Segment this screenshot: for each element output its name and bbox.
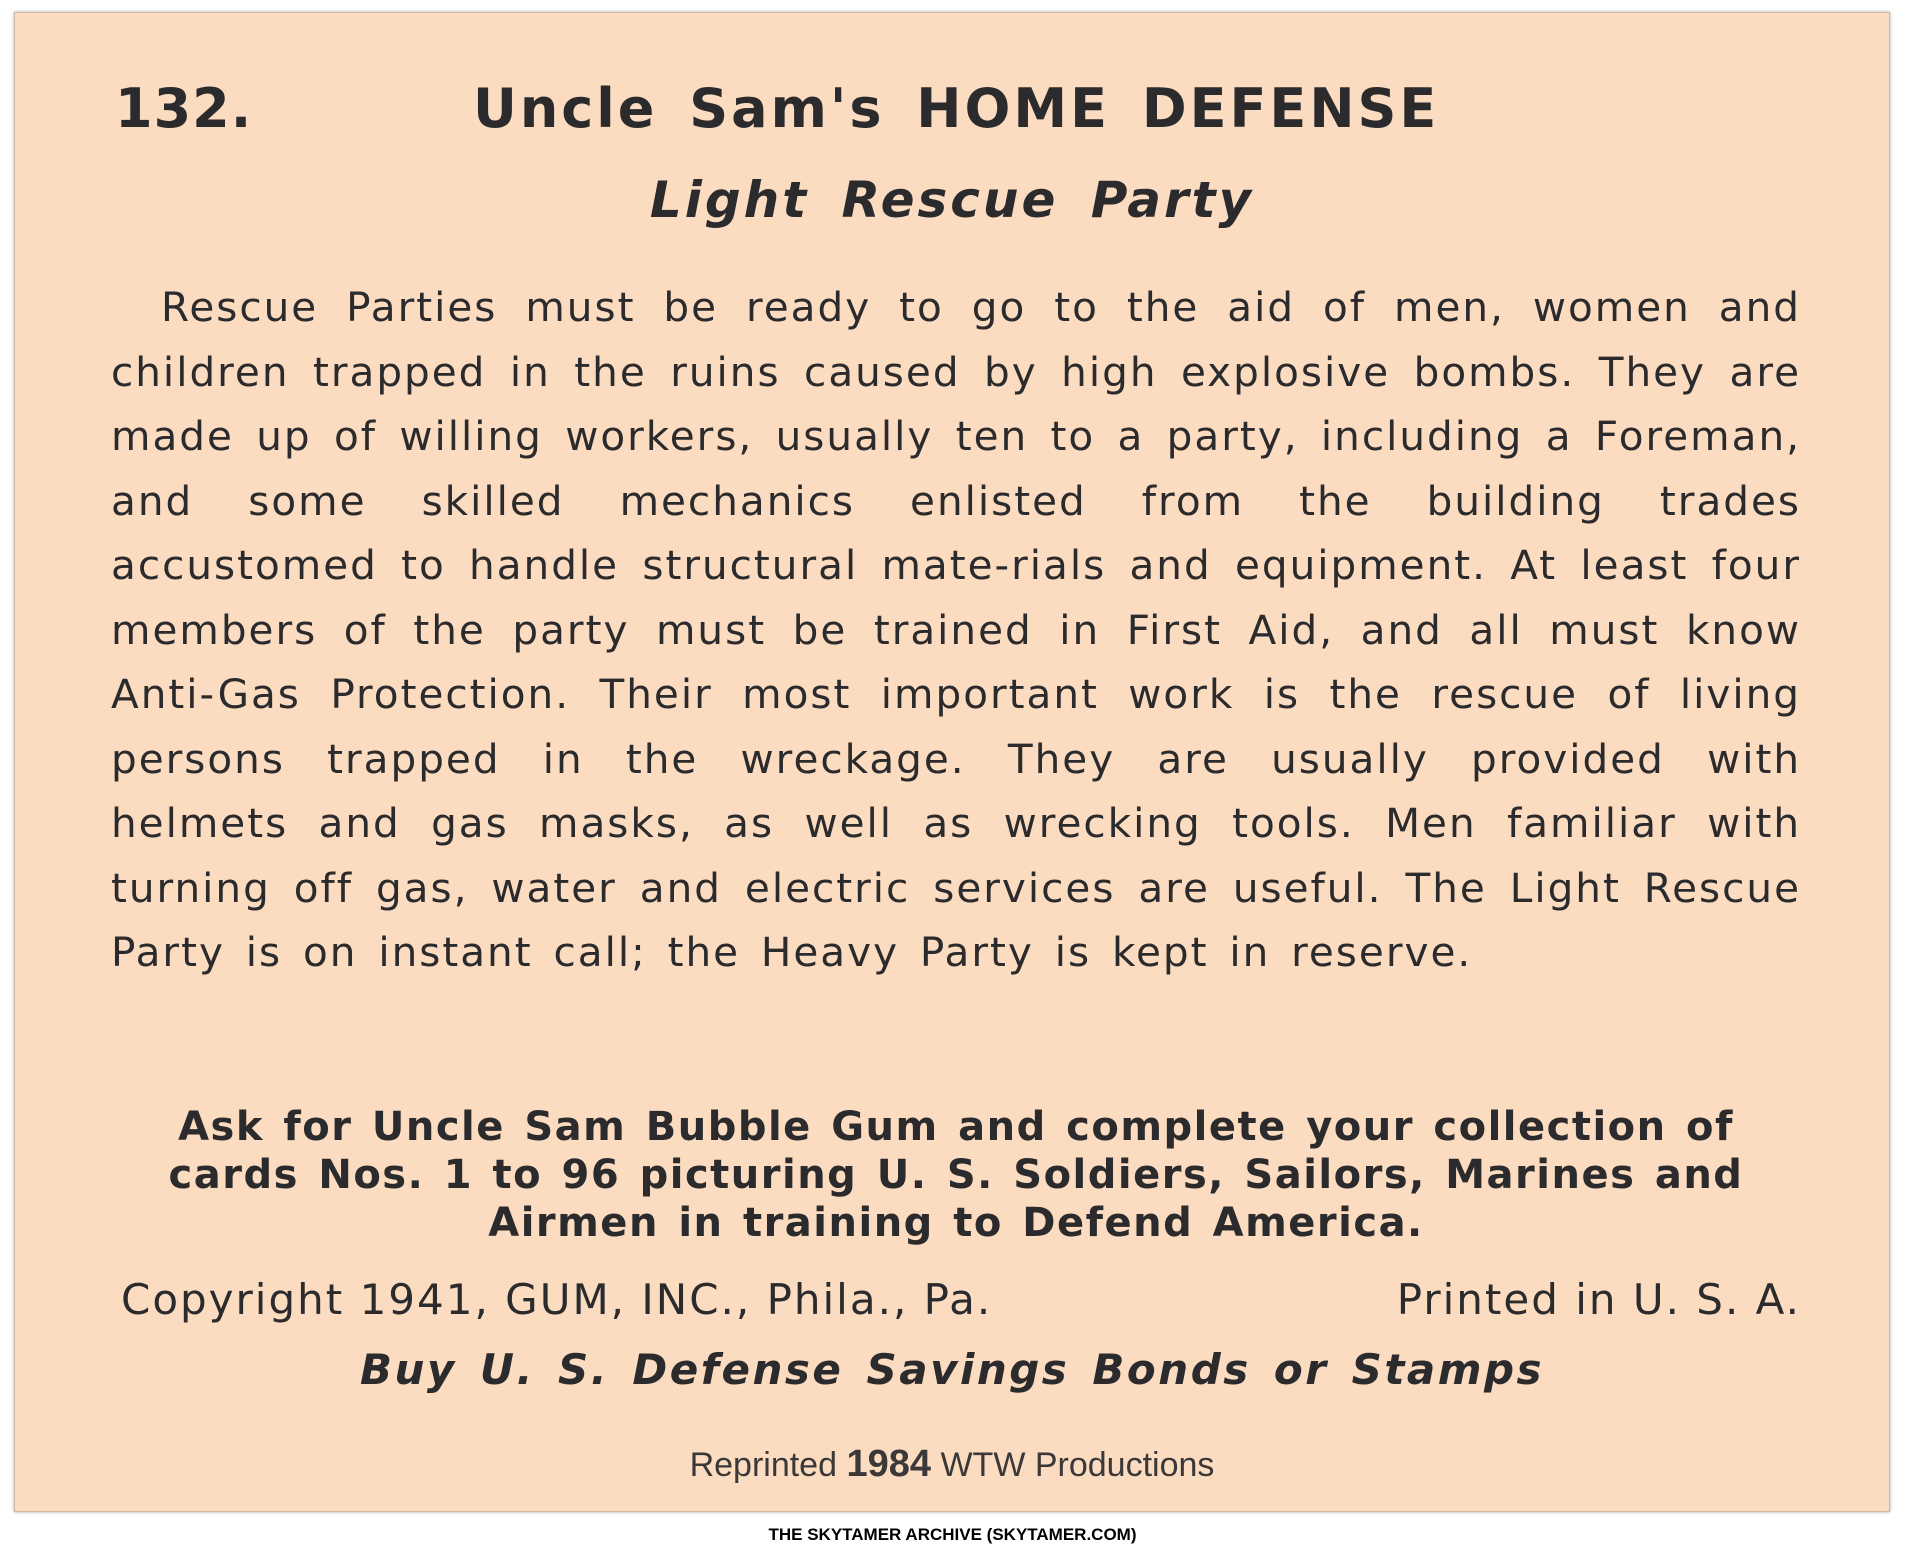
trading-card-back [14, 12, 1890, 1512]
copyright-text: Copyright 1941, GUM, INC., Phila., Pa. [121, 1275, 993, 1324]
card-body-text: Rescue Parties must be ready to go to the aid of men, women and children trapped in the ruins caused by high explosive bombs. They are made up of willing workers, usually ten to a party, including a Foreman, and some skilled mechanics enlisted from the building trades accustomed to handle structural mate-rials and equipment. At least four members of the party must be trained in First Aid, and all must know Anti-Gas Protection. Their most important work is the rescue of living persons trapped in the wreckage. They are usually provided with helmets and gas masks, as well as wrecking tools. Men familiar with turning off gas, water and electric services are useful. The Light Rescue Party is on instant call; the Heavy Party is kept in reserve. [111, 283, 1801, 976]
card-number: 132. [115, 77, 253, 140]
reprint-line [15, 1443, 1889, 1486]
defense-bonds-text: Buy U. S. Defense Savings Bonds or Stamps [359, 1345, 1545, 1394]
reprint-suffix: WTW Productions [940, 1446, 1215, 1484]
promo-text: Ask for Uncle Sam Bubble Gum and complete your collection of cards Nos. 1 to 96 picturing U. S. Soldiers, Sailors, Marines and Airmen in training to Defend America. [168, 1104, 1744, 1246]
printed-in-text: Printed in U. S. A. [1396, 1275, 1801, 1324]
archive-caption: THE SKYTAMER ARCHIVE (SKYTAMER.COM) [768, 1525, 1137, 1544]
card-subtitle: Light Rescue Party [649, 171, 1255, 229]
copyright-row [111, 1275, 1801, 1335]
reprint-prefix: Reprinted [689, 1446, 837, 1484]
reprint-year: 1984 [846, 1443, 931, 1485]
card-title: Uncle Sam's HOME DEFENSE [473, 77, 1440, 140]
